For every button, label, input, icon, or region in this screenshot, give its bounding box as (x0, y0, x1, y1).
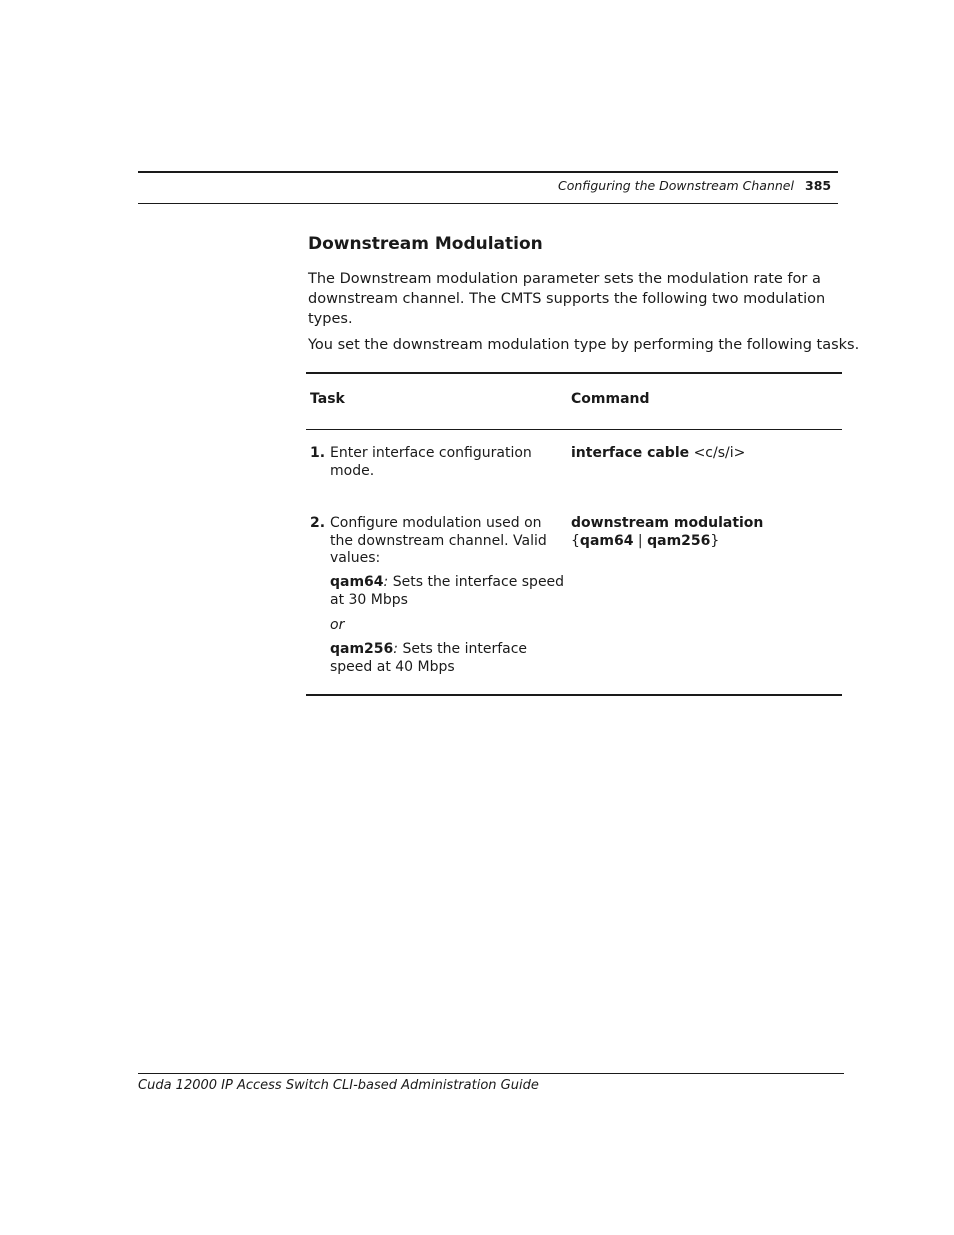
command-brace: } (710, 532, 720, 549)
table-top-rule (306, 372, 842, 374)
page-number: 385 (805, 178, 832, 193)
footer-rule (138, 1073, 844, 1074)
command-option: qam256 (647, 532, 711, 549)
option-description: Sets the interface speed (388, 574, 565, 590)
or-text: or (330, 617, 345, 633)
option-separator: : (383, 574, 389, 590)
command-option: qam64 (579, 532, 634, 549)
task-line: Configure modulation used on (330, 515, 542, 531)
table-header-rule (306, 429, 842, 430)
command-keyword: downstream modulation (571, 515, 764, 531)
running-header-title: Configuring the Downstream Channel (558, 178, 794, 193)
task-line: the downstream channel. Valid (330, 532, 547, 549)
header-bottom-rule (138, 203, 838, 204)
option-description: speed at 40 Mbps (330, 658, 455, 675)
command-argument: <c/s/i> (689, 445, 746, 461)
task-description (330, 515, 566, 568)
column-header-task: Task (310, 391, 345, 407)
option-name: qam256 (330, 641, 394, 657)
task-line: values: (330, 550, 381, 566)
command-cell (571, 445, 745, 463)
command-keyword: interface cable (571, 445, 690, 461)
option-description: at 30 Mbps (330, 591, 408, 608)
option-qam256 (330, 641, 566, 676)
command-pipe: | (633, 532, 648, 549)
task-line: mode. (330, 462, 375, 479)
intro-paragraph (308, 269, 848, 329)
column-header-command: Command (571, 391, 650, 407)
step-number: 1. (310, 445, 326, 461)
step-number: 2. (310, 515, 326, 531)
task-intro-paragraph: You set the downstream modulation type by performing the following tasks. (308, 337, 860, 353)
table-bottom-rule (306, 694, 842, 696)
intro-line: types. (308, 311, 353, 327)
intro-line: downstream channel. The CMTS supports the following two modulation (308, 291, 826, 307)
option-name: qam64 (330, 574, 384, 590)
footer-text: Cuda 12000 IP Access Switch CLI-based Administration Guide (138, 1078, 539, 1093)
header-top-rule (138, 171, 838, 173)
task-line: Enter interface configuration (330, 445, 532, 461)
section-heading: Downstream Modulation (308, 234, 543, 254)
option-separator: : (393, 641, 398, 657)
option-qam64 (330, 574, 566, 609)
option-description: Sets the interface (398, 641, 528, 657)
command-brace: { (571, 532, 580, 549)
task-description (330, 445, 560, 480)
intro-line: The Downstream modulation parameter sets the modulation rate for a (308, 271, 821, 287)
command-cell (571, 515, 763, 550)
